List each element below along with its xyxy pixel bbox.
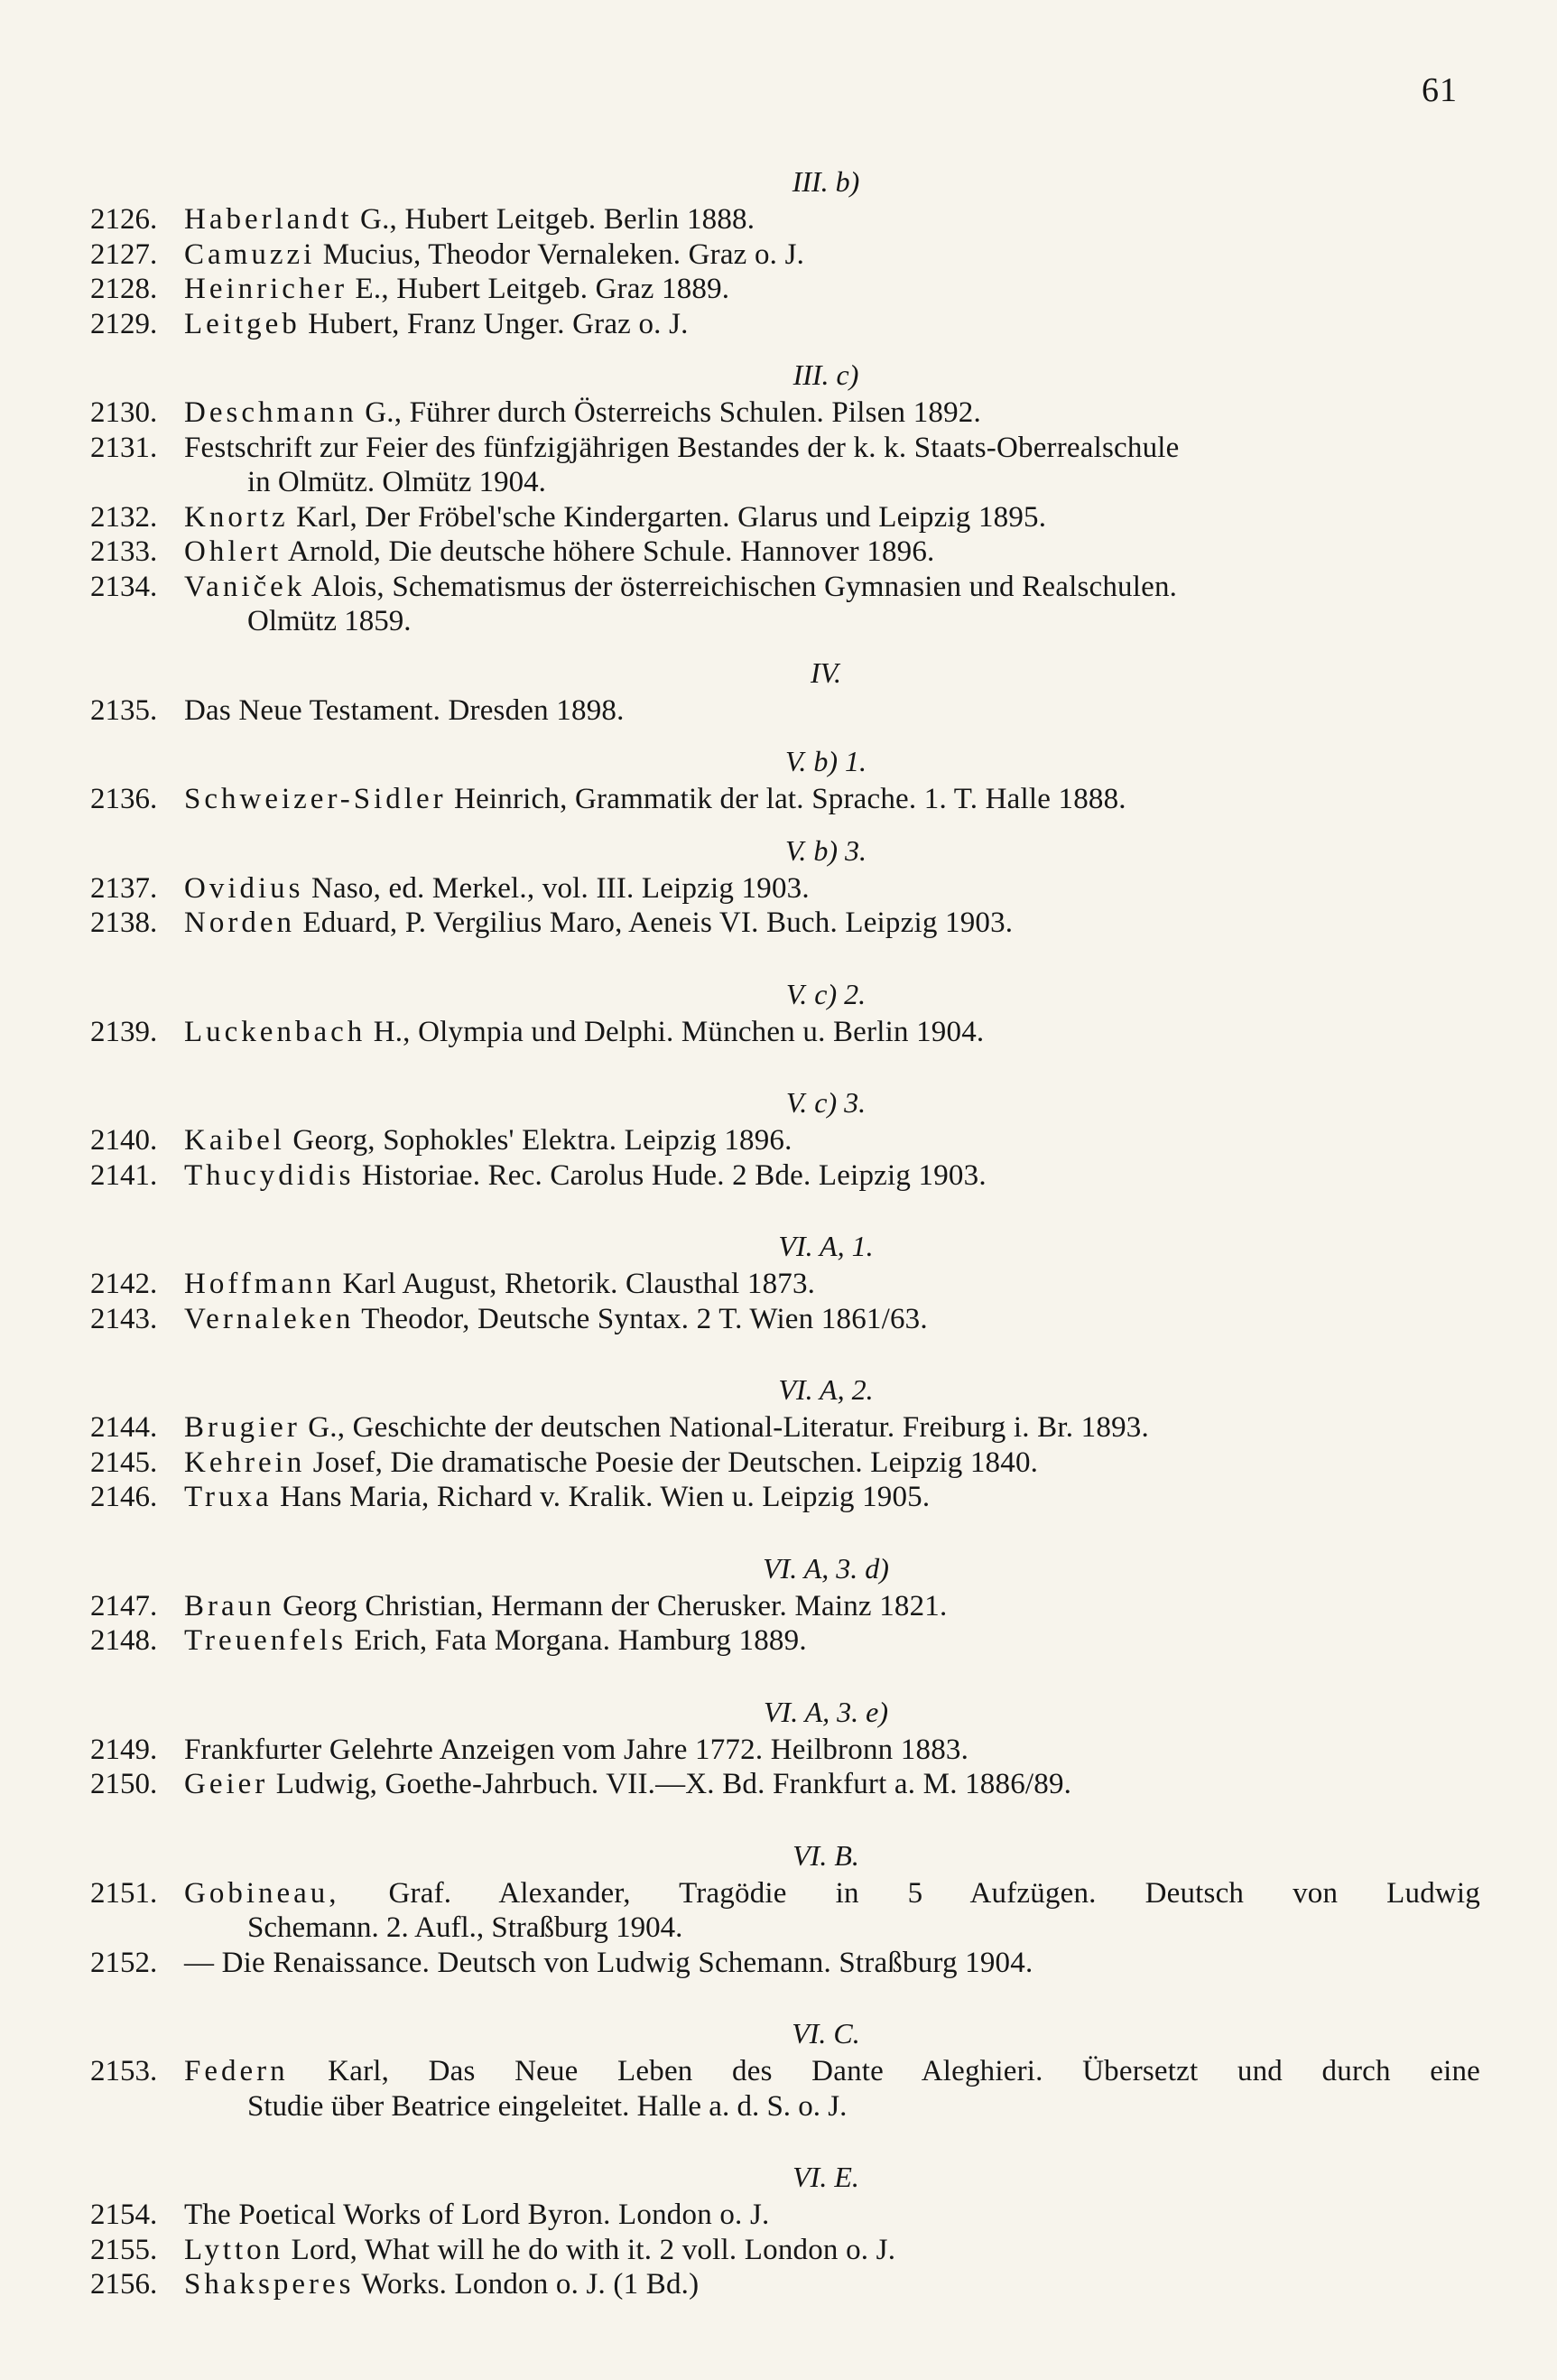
catalog-entry bbox=[90, 871, 1480, 906]
catalog-entry bbox=[90, 2233, 1480, 2268]
section-iii-c bbox=[90, 358, 1480, 639]
entry-number: 2138. bbox=[90, 906, 158, 939]
entry-number: 2126. bbox=[90, 203, 158, 236]
entry-number: 2153. bbox=[90, 2055, 158, 2087]
catalog-entry bbox=[90, 1733, 1480, 1768]
section-v-b-1 bbox=[90, 744, 1480, 817]
section-heading: VI. E. bbox=[792, 2161, 859, 2193]
section-heading: III. b) bbox=[792, 165, 860, 198]
catalog-listing bbox=[90, 161, 1480, 2302]
entry-title: Hans Maria, Richard v. Kralik. Wien u. Leipzig 1905. bbox=[272, 1481, 931, 1513]
section-v-c-3 bbox=[90, 1085, 1480, 1193]
catalog-entry bbox=[90, 1946, 1480, 1981]
entry-number: 2132. bbox=[90, 500, 158, 534]
entry-title: Graf. Alexander, Tragödie in 5 Aufzügen. Deutsch von Ludwig bbox=[339, 1876, 1480, 1910]
entry-number: 2147. bbox=[90, 1589, 158, 1622]
catalog-entry bbox=[90, 1623, 1480, 1659]
entry-author: Leitgeb bbox=[184, 307, 301, 340]
entry-text bbox=[184, 1733, 1480, 1768]
entry-text bbox=[184, 1410, 1480, 1446]
entry-number: 2150. bbox=[90, 1768, 158, 1800]
entry-title: Karl, Der Fröbel'sche Kindergarten. Glarus und Leipzig 1895. bbox=[288, 500, 1047, 534]
entry-author: Camuzzi bbox=[184, 237, 316, 271]
entry-author: Geier bbox=[184, 1768, 269, 1800]
entry-title: Alois, Schematismus der österreichischen Gymnasien und Realschulen. bbox=[305, 570, 1178, 603]
catalog-entry bbox=[90, 1267, 1480, 1302]
entry-title: Eduard, P. Vergilius Maro, Aeneis VI. Buch. Leipzig 1903. bbox=[294, 906, 1014, 939]
entry-text bbox=[184, 272, 1480, 307]
catalog-entry bbox=[90, 2267, 1480, 2302]
entry-author: Schweizer-Sidler bbox=[184, 783, 447, 815]
entry-text bbox=[184, 1267, 1480, 1302]
entry-author: Norden bbox=[184, 906, 295, 939]
entry-number: 2141. bbox=[90, 1158, 158, 1192]
section-heading: III. c) bbox=[792, 358, 859, 391]
entry-text bbox=[184, 1589, 1480, 1624]
entry-author: Shaksperes bbox=[184, 2268, 355, 2301]
catalog-entry bbox=[90, 906, 1480, 941]
entry-number: 2127. bbox=[90, 237, 158, 271]
entry-title: Mucius, Theodor Vernaleken. Graz o. J. bbox=[315, 237, 805, 271]
entry-text bbox=[184, 535, 1480, 570]
section-heading: IV. bbox=[810, 655, 842, 689]
entry-title: Heinrich, Grammatik der lat. Sprache. 1. T. Halle 1888. bbox=[446, 783, 1126, 815]
section-heading: V. c) 3. bbox=[785, 1086, 867, 1119]
entry-text bbox=[184, 570, 1480, 639]
entry-title: Historiae. Rec. Carolus Hude. 2 Bde. Leipzig 1903. bbox=[354, 1158, 987, 1192]
entry-author: Knortz bbox=[184, 500, 289, 534]
section-heading: VI. C. bbox=[792, 2017, 860, 2050]
entry-title: Karl August, Rhetorik. Clausthal 1873. bbox=[335, 1268, 816, 1300]
entry-text bbox=[184, 1446, 1480, 1481]
entry-title: Das Neue Testament. Dresden 1898. bbox=[184, 693, 625, 727]
entry-title: Theodor, Deutsche Syntax. 2 T. Wien 1861/63. bbox=[354, 1302, 928, 1335]
section-vi-b bbox=[90, 1838, 1480, 1981]
section-vi-a-3-e bbox=[90, 1695, 1480, 1802]
entry-first-line bbox=[184, 1876, 1480, 1911]
entry-number: 2146. bbox=[90, 1481, 158, 1513]
entry-text bbox=[184, 693, 1480, 729]
entry-number: 2154. bbox=[90, 2199, 158, 2231]
entry-text bbox=[184, 2054, 1480, 2124]
entry-author: Gobineau, bbox=[184, 1876, 340, 1910]
entry-author: Deschmann bbox=[184, 396, 357, 429]
entry-author: Ohlert bbox=[184, 535, 283, 568]
entry-text bbox=[184, 1876, 1480, 1946]
entry-title: Festschrift zur Feier des fünfzigjährigen Bestandes der k. k. Staats-Oberrealschule bbox=[184, 431, 1180, 464]
section-v-c-2 bbox=[90, 977, 1480, 1050]
entry-number: 2151. bbox=[90, 1876, 158, 1910]
section-iv bbox=[90, 655, 1480, 729]
catalog-entry bbox=[90, 570, 1480, 639]
section-heading: V. b) 3. bbox=[784, 833, 867, 867]
section-heading: VI. A, 3. d) bbox=[763, 1551, 889, 1585]
entry-title: Frankfurter Gelehrte Anzeigen vom Jahre 1772. Heilbronn 1883. bbox=[184, 1733, 969, 1766]
catalog-entry bbox=[90, 693, 1480, 729]
entry-text bbox=[184, 202, 1480, 237]
section-heading: VI. A, 1. bbox=[778, 1230, 874, 1262]
entry-title: Naso, ed. Merkel., vol. III. Leipzig 1903. bbox=[303, 871, 810, 905]
entry-number: 2129. bbox=[90, 307, 158, 340]
section-vi-a-2 bbox=[90, 1372, 1480, 1515]
catalog-entry bbox=[90, 1302, 1480, 1337]
entry-text bbox=[184, 1123, 1480, 1158]
entry-number: 2131. bbox=[90, 431, 158, 464]
catalog-entry bbox=[90, 272, 1480, 307]
entry-author: Ovidius bbox=[184, 871, 304, 905]
section-vi-a-1 bbox=[90, 1229, 1480, 1336]
entry-number: 2133. bbox=[90, 535, 158, 568]
entry-continuation: Olmütz 1859. bbox=[247, 605, 412, 637]
catalog-entry bbox=[90, 1480, 1480, 1515]
catalog-entry bbox=[90, 1158, 1480, 1194]
section-v-b-3 bbox=[90, 833, 1480, 941]
section-vi-a-3-d bbox=[90, 1551, 1480, 1659]
entry-author: Kaibel bbox=[184, 1124, 285, 1157]
entry-number: 2137. bbox=[90, 871, 158, 905]
entry-number: 2156. bbox=[90, 2268, 158, 2301]
entry-text bbox=[184, 1946, 1480, 1981]
entry-author: Kehrein bbox=[184, 1446, 306, 1479]
entry-text bbox=[184, 1480, 1480, 1515]
section-heading: VI. B. bbox=[792, 1838, 859, 1872]
section-vi-e bbox=[90, 2160, 1480, 2302]
entry-text bbox=[184, 1015, 1480, 1050]
entry-author: Luckenbach bbox=[184, 1015, 366, 1048]
entry-title: G., Führer durch Österreichs Schulen. Pilsen 1892. bbox=[357, 396, 981, 429]
catalog-entry bbox=[90, 782, 1480, 817]
entry-author: Haberlandt bbox=[184, 203, 353, 236]
section-heading: VI. A, 3. e) bbox=[763, 1695, 889, 1728]
catalog-entry bbox=[90, 535, 1480, 570]
catalog-entry bbox=[90, 202, 1480, 237]
catalog-entry bbox=[90, 307, 1480, 342]
entry-title: Georg, Sophokles' Elektra. Leipzig 1896. bbox=[284, 1124, 792, 1157]
catalog-entry bbox=[90, 237, 1480, 273]
entry-title: Ludwig, Goethe-Jahrbuch. VII.—X. Bd. Frankfurt a. M. 1886/89. bbox=[268, 1768, 1072, 1800]
entry-number: 2152. bbox=[90, 1946, 158, 1979]
entry-author: Braun bbox=[184, 1589, 275, 1622]
entry-number: 2145. bbox=[90, 1446, 158, 1479]
entry-number: 2128. bbox=[90, 273, 158, 305]
catalog-entry bbox=[90, 1015, 1480, 1050]
entry-text bbox=[184, 2233, 1480, 2268]
entry-author: Treuenfels bbox=[184, 1624, 347, 1657]
entry-number: 2130. bbox=[90, 396, 158, 429]
entry-number: 2140. bbox=[90, 1124, 158, 1157]
entry-number: 2134. bbox=[90, 570, 158, 603]
section-heading: V. c) 2. bbox=[785, 977, 867, 1010]
page-number: 61 bbox=[1422, 71, 1458, 109]
catalog-entry bbox=[90, 2198, 1480, 2233]
entry-number: 2135. bbox=[90, 693, 158, 727]
entry-title: — Die Renaissance. Deutsch von Ludwig Schemann. Straßburg 1904. bbox=[184, 1946, 1033, 1979]
catalog-entry bbox=[90, 1589, 1480, 1624]
entry-text bbox=[184, 431, 1480, 500]
catalog-entry bbox=[90, 1767, 1480, 1802]
entry-text bbox=[184, 1158, 1480, 1194]
entry-continuation: Studie über Beatrice eingeleitet. Halle a. d. S. o. J. bbox=[247, 2089, 848, 2123]
entry-continuation: Schemann. 2. Aufl., Straßburg 1904. bbox=[247, 1911, 683, 1944]
entry-author: Federn bbox=[184, 2055, 289, 2087]
catalog-entry bbox=[90, 1123, 1480, 1158]
entry-title: Erich, Fata Morgana. Hamburg 1889. bbox=[346, 1624, 807, 1657]
entry-text bbox=[184, 871, 1480, 906]
entry-text bbox=[184, 2198, 1480, 2233]
catalog-entry bbox=[90, 500, 1480, 535]
entry-text bbox=[184, 1302, 1480, 1337]
entry-number: 2136. bbox=[90, 783, 158, 815]
entry-text bbox=[184, 782, 1480, 817]
entry-title: G., Hubert Leitgeb. Berlin 1888. bbox=[352, 203, 755, 236]
entry-number: 2143. bbox=[90, 1302, 158, 1335]
catalog-entry bbox=[90, 431, 1480, 500]
entry-number: 2155. bbox=[90, 2233, 158, 2266]
catalog-entry bbox=[90, 1446, 1480, 1481]
entry-text bbox=[184, 307, 1480, 342]
entry-title: Hubert, Franz Unger. Graz o. J. bbox=[300, 307, 689, 340]
entry-author: Truxa bbox=[184, 1481, 273, 1513]
entry-author: Heinricher bbox=[184, 273, 348, 305]
section-vi-c bbox=[90, 2016, 1480, 2124]
entry-title: The Poetical Works of Lord Byron. London o. J. bbox=[184, 2199, 770, 2231]
entry-title: Lord, What will he do with it. 2 voll. London o. J. bbox=[283, 2233, 896, 2266]
entry-title: E., Hubert Leitgeb. Graz 1889. bbox=[348, 273, 730, 305]
entry-title: Josef, Die dramatische Poesie der Deutschen. Leipzig 1840. bbox=[305, 1446, 1039, 1479]
entry-number: 2144. bbox=[90, 1411, 158, 1444]
entry-author: Vernaleken bbox=[184, 1302, 355, 1335]
entry-title: Karl, Das Neue Leben des Dante Aleghieri. Übersetzt und durch eine bbox=[288, 2055, 1480, 2087]
catalog-entry bbox=[90, 2054, 1480, 2124]
entry-author: Brugier bbox=[184, 1411, 301, 1444]
catalog-entry bbox=[90, 1410, 1480, 1446]
entry-author: Thucydidis bbox=[184, 1158, 355, 1192]
entry-number: 2149. bbox=[90, 1733, 158, 1766]
entry-title: Works. London o. J. (1 Bd.) bbox=[354, 2268, 700, 2301]
catalog-entry bbox=[90, 1876, 1480, 1946]
entry-text bbox=[184, 906, 1480, 941]
entry-continuation: in Olmütz. Olmütz 1904. bbox=[247, 466, 546, 498]
entry-title: G., Geschichte der deutschen National-Literatur. Freiburg i. Br. 1893. bbox=[300, 1411, 1149, 1444]
entry-number: 2148. bbox=[90, 1624, 158, 1657]
entry-author: Lytton bbox=[184, 2233, 284, 2266]
section-heading: V. b) 1. bbox=[784, 745, 867, 777]
entry-text bbox=[184, 1623, 1480, 1659]
entry-text bbox=[184, 2267, 1480, 2302]
entry-number: 2139. bbox=[90, 1015, 158, 1048]
section-heading: VI. A, 2. bbox=[778, 1373, 874, 1406]
entry-title: Georg Christian, Hermann der Cherusker. Mainz 1821. bbox=[274, 1589, 948, 1622]
catalog-entry bbox=[90, 395, 1480, 431]
entry-text bbox=[184, 500, 1480, 535]
entry-text bbox=[184, 395, 1480, 431]
entry-text bbox=[184, 1767, 1480, 1802]
entry-text bbox=[184, 237, 1480, 273]
entry-number: 2142. bbox=[90, 1268, 158, 1300]
entry-author: Hoffmann bbox=[184, 1268, 336, 1300]
entry-author: Vaniček bbox=[184, 570, 306, 603]
entry-first-line bbox=[184, 2054, 1480, 2089]
entry-title: Arnold, Die deutsche höhere Schule. Hannover 1896. bbox=[282, 535, 935, 568]
entry-title: H., Olympia und Delphi. München u. Berlin 1904. bbox=[366, 1015, 985, 1048]
section-iii-b bbox=[90, 164, 1480, 341]
